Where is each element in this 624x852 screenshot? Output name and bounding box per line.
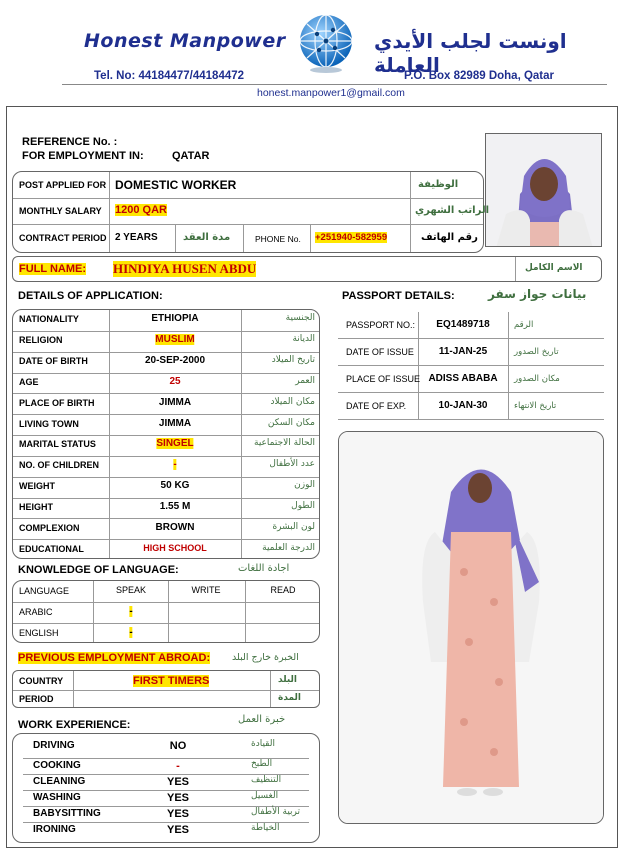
- language-header: LANGUAGE: [19, 586, 70, 596]
- work-experience-title-ar: خبرة العمل: [238, 714, 286, 725]
- work-skill-ar: التنظيف: [251, 775, 282, 785]
- monthly-salary-label: MONTHLY SALARY: [19, 206, 102, 216]
- work-skill-ar: الخياطة: [251, 823, 280, 833]
- detail-label: AGE: [19, 376, 39, 387]
- language-speak: -: [129, 627, 133, 638]
- details-table: [12, 309, 320, 559]
- full-body-portrait-icon: [339, 432, 604, 824]
- passport-label: DATE OF EXP.: [346, 400, 407, 411]
- passport-table: [338, 312, 604, 420]
- detail-value: SINGEL: [156, 438, 194, 450]
- work-skill-label: IRONING: [33, 824, 76, 835]
- contract-period-label: CONTRACT PERIOD: [19, 233, 107, 243]
- post-applied-ar: الوظيفة: [418, 179, 459, 190]
- work-skill-label: DRIVING: [33, 740, 75, 751]
- detail-label: MARITAL STATUS: [19, 439, 96, 450]
- phone-value: +251940-582959: [315, 232, 388, 243]
- detail-value: JIMMA: [158, 417, 192, 429]
- passport-value: EQ1489718: [436, 318, 490, 330]
- passport-ar: مكان الصدور: [514, 373, 560, 384]
- detail-ar: الجنسية: [285, 313, 315, 324]
- detail-label: LIVING TOWN: [19, 418, 79, 429]
- post-details-box: [12, 171, 489, 253]
- work-skill-label: WASHING: [33, 792, 81, 803]
- detail-value: -: [173, 459, 177, 471]
- contract-period-ar: مدة العقد: [183, 232, 231, 243]
- detail-ar: مكان السكن: [267, 417, 315, 428]
- po-box: P.O. Box 82989 Doha, Qatar: [404, 70, 554, 82]
- language-header: SPEAK: [115, 585, 147, 595]
- detail-label: DATE OF BIRTH: [19, 356, 88, 367]
- detail-ar: مكان الميلاد: [270, 396, 315, 407]
- previous-employment-title: PREVIOUS EMPLOYMENT ABROAD:: [18, 652, 211, 664]
- detail-ar: الدرجة العلمية: [262, 542, 315, 553]
- previous-employment-title-ar: الخبرة خارج البلد: [232, 652, 299, 663]
- detail-value: JIMMA: [158, 396, 192, 408]
- passport-value: ADISS ABABA: [428, 372, 498, 384]
- work-skill-value: YES: [166, 808, 190, 820]
- full-name-value: HINDIYA HUSEN ABDU: [113, 261, 257, 276]
- work-skill-value: -: [176, 760, 180, 772]
- phone-ar: رقم الهاتف: [421, 232, 478, 243]
- country-label: COUNTRY: [19, 676, 64, 686]
- period-ar: المدة: [278, 693, 302, 703]
- detail-ar: الطول: [291, 500, 315, 511]
- detail-value: HIGH SCHOOL: [143, 542, 207, 553]
- work-skill-label: CLEANING: [33, 776, 86, 787]
- detail-ar: العمر: [295, 375, 315, 386]
- work-skill-value: YES: [166, 776, 190, 788]
- detail-value: 1.55 M: [159, 500, 191, 512]
- detail-value: 25: [169, 375, 181, 387]
- headshot-photo: [485, 133, 602, 247]
- detail-value: ETHIOPIA: [151, 313, 199, 325]
- work-skill-label: COOKING: [33, 760, 81, 771]
- language-name: ENGLISH: [19, 628, 59, 638]
- work-skill-ar: الطبخ: [251, 759, 273, 769]
- language-speak: -: [129, 606, 133, 617]
- work-skill-value: YES: [166, 824, 190, 836]
- full-name-label: FULL NAME:: [19, 263, 87, 275]
- detail-label: RELIGION: [19, 335, 63, 346]
- post-applied-value: DOMESTIC WORKER: [115, 178, 237, 192]
- work-skill-value: YES: [166, 792, 190, 804]
- detail-label: NO. OF CHILDREN: [19, 460, 99, 471]
- full-name-box: [12, 256, 602, 282]
- work-experience-table: [12, 733, 320, 843]
- detail-label: EDUCATIONAL: [19, 543, 84, 554]
- passport-title-ar: بيانات جواز سفر: [488, 287, 587, 301]
- full-name-ar: الاسم الكامل: [525, 263, 583, 273]
- work-skill-label: BABYSITTING: [33, 808, 101, 819]
- detail-label: COMPLEXION: [19, 522, 80, 533]
- detail-ar: عدد الأطفال: [269, 459, 315, 470]
- detail-ar: الحالة الاجتماعية: [254, 438, 315, 449]
- country-value: FIRST TIMERS: [133, 675, 210, 687]
- detail-ar: الوزن: [294, 480, 315, 491]
- email-link[interactable]: honest.manpower1@gmail.com: [257, 87, 405, 99]
- language-header: READ: [270, 585, 296, 595]
- passport-label: DATE OF ISSUE: [346, 346, 414, 357]
- passport-value: 11-JAN-25: [438, 345, 488, 357]
- work-skill-ar: الغسيل: [251, 791, 279, 801]
- detail-value: 20-SEP-2000: [144, 355, 206, 367]
- passport-ar: تاريخ الصدور: [514, 346, 559, 357]
- company-name-en: Honest Manpower: [84, 30, 286, 52]
- detail-ar: الديانة: [292, 334, 315, 345]
- monthly-salary-value: 1200 QAR: [115, 204, 167, 216]
- previous-employment-table: [12, 670, 320, 708]
- language-title-ar: اجادة اللغات: [238, 563, 290, 574]
- passport-ar: الرقم: [514, 319, 534, 330]
- work-skill-value: NO: [169, 740, 187, 752]
- detail-label: WEIGHT: [19, 481, 55, 492]
- detail-label: NATIONALITY: [19, 314, 79, 325]
- detail-label: HEIGHT: [19, 501, 54, 512]
- monthly-salary-ar: الراتب الشهري: [415, 205, 489, 216]
- header-divider: [62, 84, 607, 85]
- detail-value: MUSLIM: [155, 334, 195, 346]
- language-header: WRITE: [191, 585, 221, 595]
- portrait-icon: [486, 134, 602, 247]
- detail-ar: تاريخ الميلاد: [271, 355, 315, 366]
- work-skill-ar: تربية الأطفال: [251, 807, 301, 817]
- full-body-photo: [338, 431, 604, 824]
- detail-ar: لون البشرة: [272, 521, 315, 532]
- company-name-ar: اونست لجلب الأيدي العاملة: [374, 29, 567, 77]
- work-experience-title: WORK EXPERIENCE:: [18, 719, 131, 731]
- employment-label: FOR EMPLOYMENT IN:: [22, 150, 144, 162]
- period-label: PERIOD: [19, 694, 54, 704]
- country-ar: البلد: [278, 675, 298, 685]
- telephone-numbers: Tel. No: 44184477/44184472: [94, 70, 245, 82]
- passport-value: 10-JAN-30: [438, 399, 488, 411]
- employment-country: QATAR: [172, 150, 210, 162]
- passport-label: PLACE OF ISSUE: [346, 373, 421, 384]
- reference-label: REFERENCE No. :: [22, 136, 118, 148]
- work-skill-ar: القيادة: [251, 739, 275, 749]
- post-applied-label: POST APPLIED FOR: [19, 180, 107, 190]
- phone-label: PHONE No.: [255, 234, 301, 244]
- globe-logo-icon: [295, 12, 357, 74]
- passport-ar: تاريخ الانتهاء: [514, 400, 557, 411]
- passport-label: PASSPORT NO.:: [346, 319, 416, 330]
- language-title: KNOWLEDGE OF LANGUAGE:: [18, 564, 179, 576]
- details-title: DETAILS OF APPLICATION:: [18, 290, 163, 302]
- detail-label: PLACE OF BIRTH: [19, 397, 95, 408]
- language-table: [12, 580, 320, 643]
- passport-title: PASSPORT DETAILS:: [342, 290, 455, 302]
- detail-value: BROWN: [155, 521, 195, 533]
- detail-value: 50 KG: [160, 480, 190, 492]
- language-name: ARABIC: [19, 607, 53, 617]
- contract-period-value: 2 YEARS: [115, 232, 158, 243]
